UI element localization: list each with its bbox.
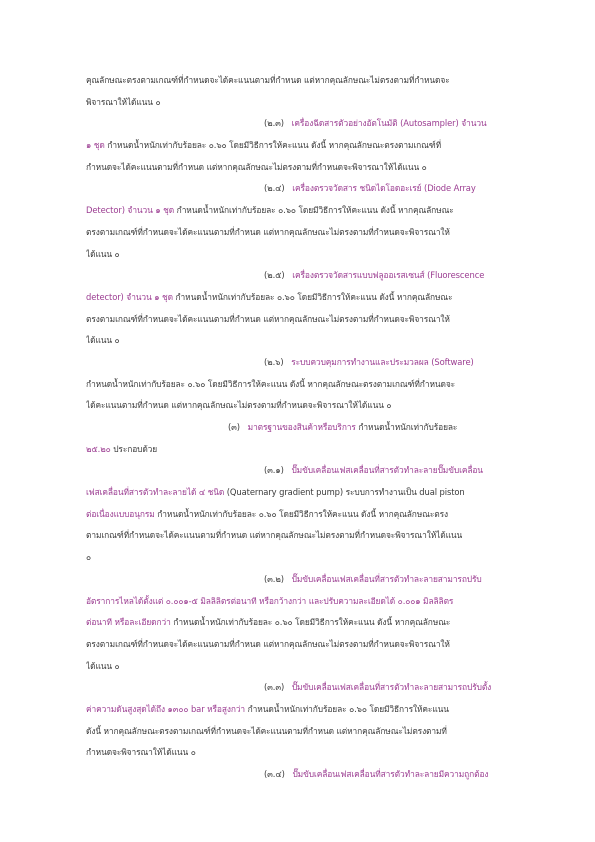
text-line <box>86 656 538 678</box>
line-text: ตรงตามเกณฑ์ที่กำหนดจะได้คะแนนตามที่กำหนด แต่หากคุณลักษณะไม่ตรงตามที่กำหนดจะพิจารณาให้ <box>86 226 450 237</box>
text-line <box>86 92 538 114</box>
section-number: (๒.๕) <box>264 270 285 281</box>
text-line <box>86 634 538 656</box>
section-title-continued: ๑ ชุด <box>86 140 105 151</box>
text-line <box>86 591 538 613</box>
line-text: ดังนี้ หากคุณลักษณะตรงตามเกณฑ์ที่กำหนดจะได้คะแนนตามที่กำหนด แต่หากคุณลักษณะไม่ตรงตามที่ <box>86 725 447 736</box>
line-text: ตามเกณฑ์ที่กำหนดจะได้คะแนนตามที่กำหนด แต่หากคุณลักษณะไม่ตรงตามที่กำหนดจะพิจารณาให้ได้แนน <box>86 530 463 541</box>
section-number: (๓.๓) <box>264 682 285 693</box>
text-line <box>86 525 538 547</box>
section-title: ปั๊มขับเคลื่อนเฟสเคลื่อนที่สารตัวทำละลายมีความถูกต้อง <box>292 769 489 779</box>
section-heading <box>86 352 538 374</box>
text-line <box>86 547 538 569</box>
section-title-continued: ต่อเนื่องแบบอนุกรม <box>86 508 155 519</box>
line-text: ตรงตามเกณฑ์ที่กำหนดจะได้คะแนนตามที่กำหนด แต่หากคุณลักษณะไม่ตรงตามที่กำหนดจะพิจารณาให้ <box>86 638 450 649</box>
line-text: ตรงตามเกณฑ์ที่กำหนดจะได้คะแนนตามที่กำหนด แต่หากคุณลักษณะไม่ตรงตามที่กำหนดจะพิจารณาให้ <box>86 313 450 324</box>
section-number: (๒.๓) <box>264 118 284 129</box>
text-line <box>86 70 538 92</box>
line-text: กำหนดจะได้คะแนนตามที่กำหนด แต่หากคุณลักษณะไม่ตรงตามที่กำหนดจะพิจารณาให้ได้แนน ๐ <box>86 161 427 172</box>
line-text: กำหนดน้ำหนักเท่ากับร้อยละ ๐.๖๐ โดยมีวิธีการให้คะแนน ดังนี้ หากคุณลักษณะตรงตามเกณฑ์ที่ <box>104 140 442 151</box>
section-title-continued: เฟสเคลื่อนที่สารตัวทำละลายได้ ๔ ชนิด <box>86 487 225 498</box>
section-title: ระบบควบคุมการทำงานและประมวลผล (Software) <box>291 356 474 367</box>
document-body <box>86 70 538 786</box>
section-title-continued: ๒๕.๒๐ <box>86 443 111 454</box>
text-line <box>86 330 538 352</box>
section-heading <box>86 569 538 591</box>
line-text: กำหนดจะพิจารณาให้ได้แนน ๐ <box>86 747 196 758</box>
text-line <box>86 482 538 504</box>
section-number: (๓.๑) <box>264 465 284 476</box>
section-title-continued: detector) จำนวน ๑ ชุด <box>86 291 173 302</box>
section-title: ปั๊มขับเคลื่อนเฟสเคลื่อนที่สารตัวทำละลายสามารถปรับตั้ง <box>291 682 492 693</box>
section-title: เครื่องตรวจวัดสาร ชนิดไดโอดอะเรย์ (Diode Array <box>292 183 476 194</box>
text-line <box>86 374 538 396</box>
section-heading <box>86 178 538 200</box>
line-text: คุณลักษณะตรงตามเกณฑ์ที่กำหนดจะได้คะแนนตามที่กำหนด แต่หากคุณลักษณะไม่ตรงตามที่กำหนดจะ <box>86 75 450 85</box>
text-line <box>86 504 538 526</box>
text-line <box>86 157 538 179</box>
section-title: เครื่องฉีดสารตัวอย่างอัตโนมัติ (Autosampler) จำนวน <box>291 118 487 129</box>
line-text: ๐ <box>86 552 92 563</box>
section-title: เครื่องตรวจวัดสารแบบฟลูออเรสเซนส์ (Fluorescence <box>292 270 485 281</box>
section-heading <box>86 764 538 786</box>
text-line <box>86 244 538 266</box>
text-line <box>86 135 538 157</box>
line-text: ได้แนน ๐ <box>86 660 120 671</box>
section-number: (๓) <box>228 422 240 432</box>
line-text: ประกอบด้วย <box>110 443 158 454</box>
line-text: (Quaternary gradient pump) ระบบการทำงานเป็น dual piston <box>224 487 465 498</box>
line-text: กำหนดน้ำหนักเท่ากับร้อยละ ๐.๖๐ โดยมีวิธีการให้คะแนน <box>245 703 449 714</box>
section-heading <box>86 460 538 482</box>
line-text: ได้แนน ๐ <box>86 335 120 346</box>
line-text: กำหนดน้ำหนักเท่ากับร้อยละ ๐.๖๐ โดยมีวิธีการให้คะแนน ดังนี้ หากคุณลักษณะ <box>174 205 454 216</box>
section-number: (๒.๖) <box>264 356 284 367</box>
section-title: มาตรฐานของสินค้าหรือบริการ <box>247 422 356 432</box>
text-line <box>86 721 538 743</box>
section-title-continued: ต่อนาที หรือละเอียดกว่า <box>86 617 171 628</box>
line-text: พิจารณาให้ได้แนน ๐ <box>86 96 161 107</box>
text-line <box>86 612 538 634</box>
section-heading <box>86 417 538 439</box>
line-text: กำหนดน้ำหนักเท่ากับร้อยละ ๐.๖๐ โดยมีวิธีการให้คะแนน ดังนี้ หากคุณลักษณะตรง <box>154 508 448 519</box>
text-line <box>86 699 538 721</box>
section-number: (๒.๔) <box>264 183 285 194</box>
line-text: กำหนดน้ำหนักเท่ากับร้อยละ ๐.๖๐ โดยมีวิธีการให้คะแนน ดังนี้ หากคุณลักษณะ <box>172 291 453 302</box>
line-text: กำหนดน้ำหนักเท่ากับร้อยละ ๐.๖๐ โดยมีวิธีการให้คะแนน ดังนี้ หากคุณลักษณะตรงตามเกณฑ์ที่กำหนดจะ <box>86 378 456 389</box>
section-title-continued: Detector) จำนวน ๑ ชุด <box>86 205 175 216</box>
line-text: ได้แนน ๐ <box>86 248 120 259</box>
section-heading <box>86 113 538 135</box>
section-heading <box>86 677 538 699</box>
text-line <box>86 439 538 461</box>
text-line <box>86 200 538 222</box>
section-number: (๓.๔) <box>264 769 285 779</box>
section-title: ปั๊มขับเคลื่อนเฟสเคลื่อนที่สารตัวทำละลายสามารถปรับ <box>291 573 482 584</box>
text-line <box>86 287 538 309</box>
section-title-continued: ค่าความดันสูงสุดได้ถึง ๑๓๐๐ bar หรือสูงกว่า <box>86 703 246 714</box>
text-line <box>86 395 538 417</box>
line-text: ได้คะแนนตามที่กำหนด แต่หากคุณลักษณะไม่ตรงตามที่กำหนดจะพิจารณาให้ได้แนน ๐ <box>86 400 392 411</box>
text-line <box>86 222 538 244</box>
section-title: ปั๊มขับเคลื่อนเฟสเคลื่อนที่สารตัวทำละลายปั๊มขับเคลื่อน <box>291 465 483 476</box>
section-heading <box>86 265 538 287</box>
section-number: (๓.๒) <box>264 573 284 584</box>
line-text: กำหนดน้ำหนักเท่ากับร้อยละ <box>355 422 458 432</box>
section-title-continued: อัตราการไหลได้ตั้งแต่ ๐.๐๐๑-๕ มิลลิลิตรต่อนาที หรือกว้างกว่า และปรับความละเอียดได้ ๐.๐๐๑ มิลลิลิตร <box>86 595 454 606</box>
line-text: กำหนดน้ำหนักเท่ากับร้อยละ ๐.๖๐ โดยมีวิธีการให้คะแนน ดังนี้ หากคุณลักษณะ <box>170 617 451 628</box>
text-line <box>86 742 538 764</box>
text-line <box>86 309 538 331</box>
